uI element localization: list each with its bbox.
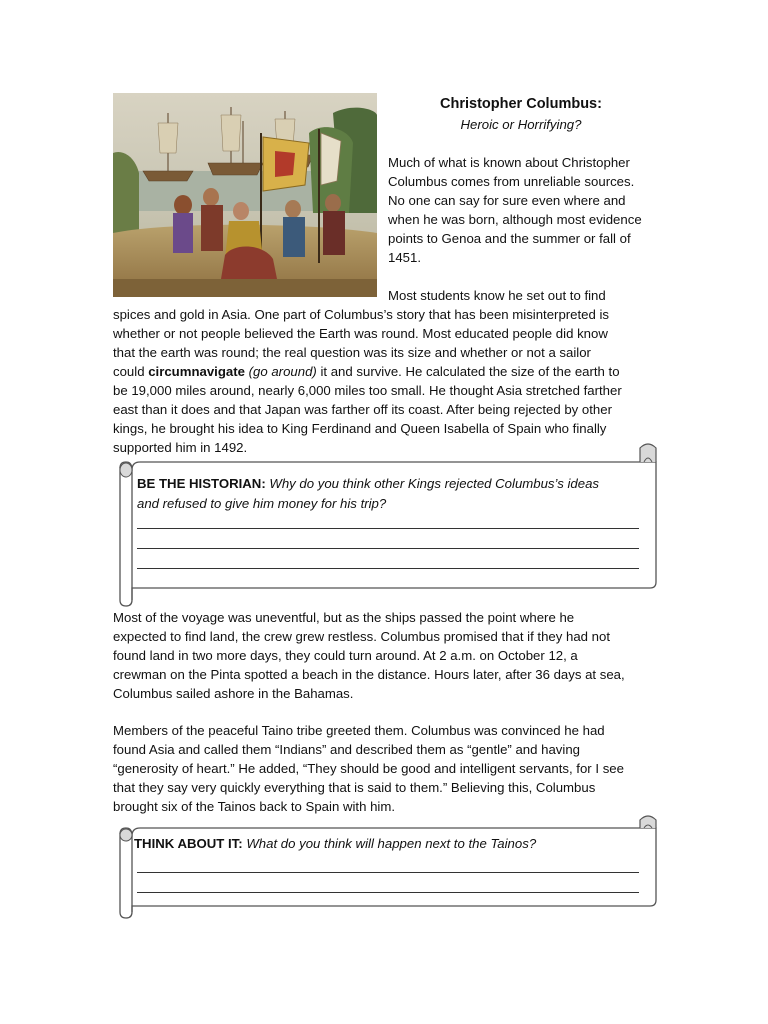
text-line: “generosity of heart.” He added, “They should be good and intelligent servants, for I see [113,761,624,776]
answer-line[interactable] [137,568,639,569]
text-line: Columbus sailed ashore in the Bahamas. [113,686,354,701]
landing-painting-image [113,93,377,297]
text-line: Most of the voyage was uneventful, but as the ships passed the point where he [113,610,575,625]
think-label: THINK ABOUT IT: [134,836,243,851]
think-prompt [134,834,649,854]
think-scroll-box [110,812,660,922]
text-line: expected to find land, the crew grew restless. Columbus promised that if they had not [113,629,610,644]
text-line: east than it does and that Japan was farther off its coast. After being rejected by other [113,402,612,417]
text-line: brought six of the Tainos back to Spain with him. [113,799,395,814]
answer-line[interactable] [137,528,639,529]
text-line: Columbus comes from unreliable sources. [388,174,635,189]
scroll-frame-icon [110,812,660,922]
intro-paragraph-2 [113,305,658,457]
text-line: Members of the peaceful Taino tribe greeted them. Columbus was convinced he had [113,723,605,738]
answer-line[interactable] [137,548,639,549]
historian-prompt [137,474,647,513]
intro-paragraph-2-first-line: Most students know he set out to find [388,288,606,303]
text-line: Much of what is known about Christopher [388,155,630,170]
historian-label: BE THE HISTORIAN: [137,476,266,491]
text-line: No one can say for sure even where and [388,193,626,208]
text-line: found Asia and called them “Indians” and described them as “gentle” and having [113,742,580,757]
text-line: spices and gold in Asia. One part of Columbus’s story that has been misinterpreted is [113,307,610,322]
intro-paragraph-1 [388,153,658,267]
historian-question-cont: and refused to give him money for his trip? [137,495,387,511]
text-line: 1451. [388,250,422,265]
taino-paragraph [113,721,658,816]
text-line: found land in two more days, they could turn around. At 2 a.m. on October 12, a [113,648,578,663]
page-subtitle: Heroic or Horrifying? [460,117,582,132]
text-line: be 19,000 miles around, nearly 6,000 miles too small. He thought Asia stretched farther [113,383,622,398]
text-line: points to Genoa and the summer or fall of [388,231,631,246]
prompt-line-2 [137,494,647,514]
text-line: supported him in 1492. [113,440,248,455]
text-line: crewman on the Pinta spotted a beach in the distance. Hours later, after 36 days at sea, [113,667,625,682]
vocab-term: circumnavigate [148,364,245,379]
text-line: when he was born, although most evidence [388,212,642,227]
scroll-frame-icon [110,440,660,608]
text-run: it and survive. He calculated the size of the earth to [316,364,620,379]
think-question: What do you think will happen next to the Tainos? [242,836,537,851]
historian-question: Why do you think other Kings rejected Columbus’s ideas [265,476,599,491]
text-line: kings, he brought his idea to King Ferdinand and Queen Isabella of Spain who finally [113,421,607,436]
answer-line[interactable] [137,872,639,873]
text-line: whether or not people believed the Earth was round. Most educated people did know [113,326,608,341]
text-line: that the earth was round; the real question was its size and whether or not a sailor [113,345,591,360]
historian-scroll-box [110,440,660,608]
text-line-circumnavigate [113,362,658,381]
page-title: Christopher Columbus: [440,96,602,112]
voyage-paragraph [113,608,658,703]
text-line: that they say very quickly everything that is said to them.” Believing this, Columbus [113,780,596,795]
text-run: could [113,364,149,379]
answer-line[interactable] [137,892,639,893]
prompt-line-1 [137,474,647,494]
vocab-definition: (go around) [244,364,317,379]
